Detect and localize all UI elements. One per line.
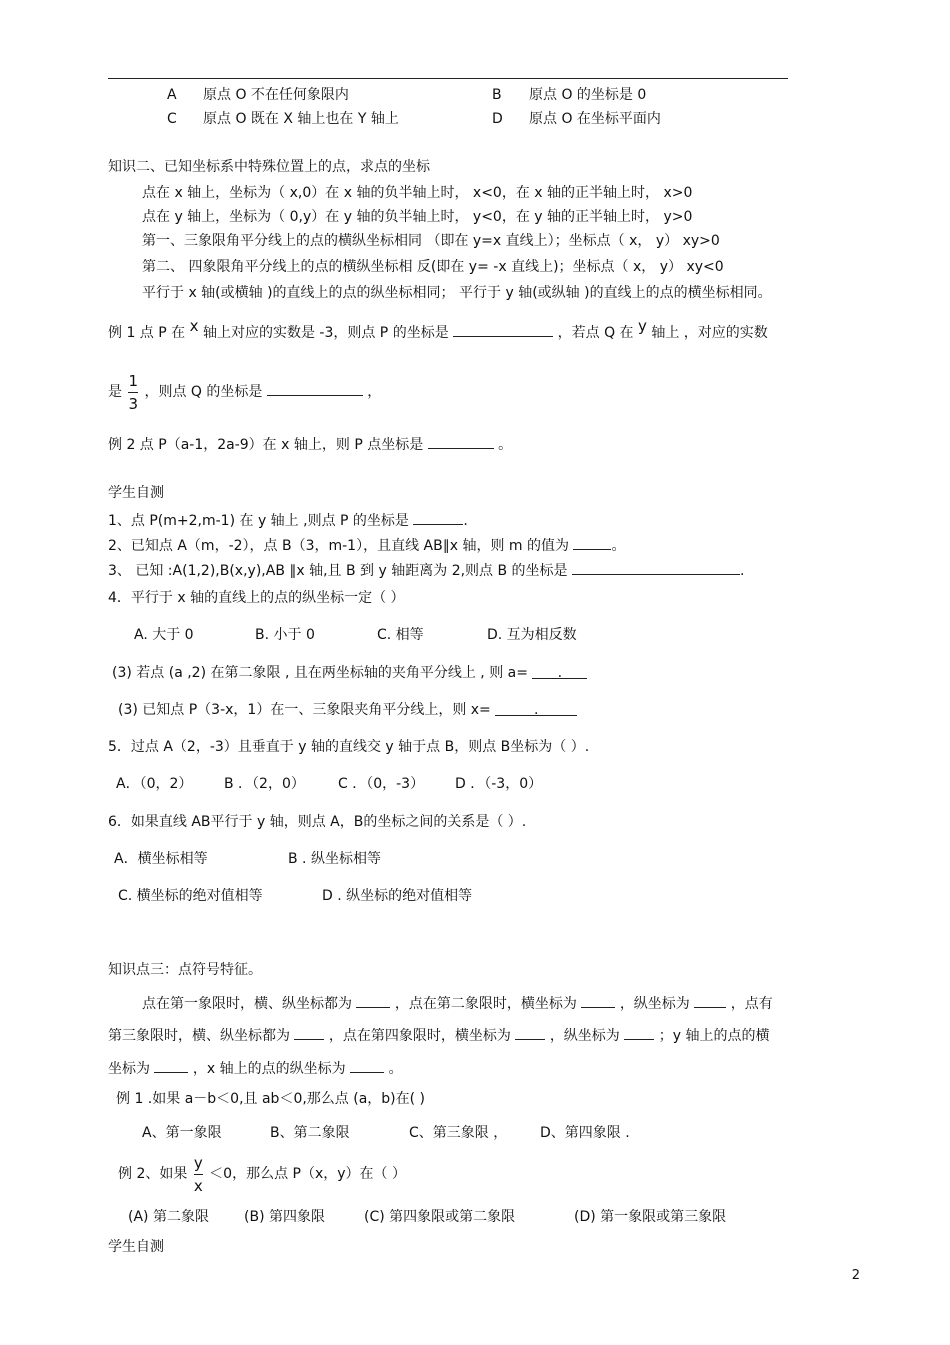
- question-1: 1、点 P(m+2,m-1) 在 y 轴上 ,则点 P 的坐标是 .: [108, 510, 468, 530]
- q4-option-a: A. 大于 0: [134, 627, 194, 643]
- self-test-title: 学生自测: [108, 485, 164, 501]
- answer-blank[interactable]: [573, 535, 611, 550]
- option-c-letter: C: [167, 111, 177, 127]
- q4-option-c: C. 相等: [377, 627, 424, 643]
- option-a-text: 原点 O 不在任何象限内: [203, 87, 349, 103]
- fraction-y-over-x: $\frac{y}{x}$: [193, 1153, 203, 1195]
- answer-blank[interactable]: [581, 993, 615, 1008]
- answer-blank[interactable]: [624, 1025, 654, 1040]
- ex-sign-option-a: A、第一象限: [142, 1125, 222, 1141]
- q6-option-d: D . 纵坐标的绝对值相等: [322, 888, 473, 904]
- option-a-letter: A: [167, 87, 177, 103]
- answer-blank[interactable]: [453, 322, 553, 337]
- question-5: 5．过点 A（2，-3）且垂直于 y 轴的直线交 y 轴于点 B，则点 B坐标为（ ）.: [108, 739, 590, 755]
- answer-blank[interactable]: [356, 993, 390, 1008]
- ex-ratio-option-c: (C) 第四象限或第二象限: [364, 1209, 516, 1225]
- k3-line-1: 点在第一象限时，横、纵坐标都为 ，点在第二象限时，横坐标为 ，纵坐标为 ，点有: [142, 993, 773, 1013]
- q5-option-c: C ．（0，-3）: [338, 776, 425, 792]
- question-3-bisector: (3) 若点 (a ,2) 在第二象限 , 且在两坐标轴的夹角平分线上 , 则 a= .: [112, 664, 587, 682]
- q5-option-d: D ．（-3，0）: [455, 776, 543, 792]
- k2-line-4: 第二、 四象限角平分线上的点的横纵坐标相 反(即在 y= -x 直线上)；坐标点（ x， y） xy<0: [142, 259, 724, 275]
- answer-blank[interactable]: .: [495, 701, 577, 716]
- answer-blank[interactable]: [294, 1025, 324, 1040]
- page-number: 2: [851, 1268, 860, 1283]
- x-symbol: x: [189, 317, 199, 335]
- k3-line-2: 第三象限时，横、纵坐标都为 ，点在第四象限时，横坐标为 ，纵坐标为 ；y 轴上的点的横: [108, 1025, 769, 1045]
- example-1-line-1: 例 1 点 P 在 x 轴上对应的实数是 -3，则点 P 的坐标是 ，若点 Q 在 y 轴上 ，对应的实数: [108, 317, 768, 341]
- q6-option-c: C. 横坐标的绝对值相等: [118, 888, 263, 904]
- answer-blank[interactable]: [413, 510, 463, 525]
- option-c-text: 原点 O 既在 X 轴上也在 Y 轴上: [203, 111, 399, 127]
- question-6: 6．如果直线 AB平行于 y 轴，则点 A，B的坐标之间的关系是（ ）.: [108, 814, 527, 830]
- answer-blank[interactable]: [154, 1058, 188, 1073]
- question-3: 3、 已知 :A(1,2),B(x,y),AB ∥x 轴,且 B 到 y 轴距离为 2,则点 B 的坐标是 .: [108, 560, 744, 580]
- example-1-sign: 例 1 .如果 a－b＜0,且 ab＜0,那么点 (a，b)在( ): [116, 1091, 426, 1107]
- answer-blank[interactable]: [428, 434, 494, 449]
- k2-line-2: 点在 y 轴上，坐标为（ 0,y）在 y 轴的负半轴上时， y<0，在 y 轴的正半轴上时， y>0: [142, 209, 693, 225]
- answer-blank[interactable]: [694, 993, 726, 1008]
- ex-ratio-option-b: (B) 第四象限: [244, 1209, 325, 1225]
- q4-option-d: D. 互为相反数: [487, 627, 577, 643]
- ex-sign-option-c: C、第三象限 ，: [409, 1125, 508, 1141]
- ex-sign-option-d: D、第四象限 .: [540, 1125, 630, 1141]
- answer-blank[interactable]: .: [532, 664, 587, 679]
- answer-blank[interactable]: [350, 1058, 384, 1073]
- k2-line-5: 平行于 x 轴(或横轴 )的直线上的点的纵坐标相同； 平行于 y 轴(或纵轴 )的直线上的点的横坐标相同。: [142, 285, 772, 301]
- fraction-one-third: $\frac{1}{3}$: [128, 371, 138, 413]
- q6-option-b: B . 纵坐标相等: [288, 851, 381, 867]
- self-test-title-2: 学生自测: [108, 1239, 164, 1255]
- question-3-point-p: (3) 已知点 P（3-x，1）在一、三象限夹角平分线上，则 x= .: [118, 701, 577, 719]
- section-title-k3: 知识点三：点符号特征。: [108, 962, 262, 978]
- y-symbol: y: [638, 317, 647, 335]
- section-title-k2: 知识二、已知坐标系中特殊位置上的点，求点的坐标: [108, 159, 430, 175]
- q6-option-a: A．横坐标相等: [114, 851, 208, 867]
- answer-blank[interactable]: [267, 381, 363, 396]
- q4-option-b: B. 小于 0: [255, 627, 315, 643]
- ex-ratio-option-a: (A) 第二象限: [128, 1209, 209, 1225]
- question-2: 2、已知点 A（m，-2），点 B（3，m-1），且直线 AB∥x 轴，则 m 的值为 。: [108, 535, 625, 555]
- example-2: 例 2 点 P（a-1，2a-9）在 x 轴上，则 P 点坐标是 。: [108, 434, 512, 454]
- example-1-line-2: 是 $\frac{1}{3}$ ，则点 Q 的坐标是 ，: [108, 371, 382, 413]
- ex-sign-option-b: B、第二象限: [270, 1125, 350, 1141]
- k3-line-3: 坐标为 ，x 轴上的点的纵坐标为 。: [108, 1058, 403, 1078]
- k2-line-3: 第一、三象限角平分线上的点的横纵坐标相同 （即在 y=x 直线上）；坐标点（ x， y） xy>0: [142, 233, 720, 249]
- option-d-text: 原点 O 在坐标平面内: [529, 111, 661, 127]
- q5-option-a: A．（0，2）: [116, 776, 193, 792]
- option-b-letter: B: [492, 87, 502, 103]
- top-rule: [108, 78, 788, 79]
- example-2-ratio: 例 2、如果 $\frac{y}{x}$ ＜0，那么点 P（x，y）在（ ）: [118, 1153, 406, 1195]
- answer-blank[interactable]: [572, 560, 740, 575]
- answer-blank[interactable]: [515, 1025, 545, 1040]
- q5-option-b: B ．（2，0）: [224, 776, 305, 792]
- option-d-letter: D: [492, 111, 503, 127]
- option-b-text: 原点 O 的坐标是 0: [529, 87, 647, 103]
- ex-ratio-option-d: (D) 第一象限或第三象限: [574, 1209, 727, 1225]
- question-4: 4．平行于 x 轴的直线上的点的纵坐标一定（ ）: [108, 590, 405, 606]
- k2-line-1: 点在 x 轴上，坐标为（ x,0）在 x 轴的负半轴上时， x<0，在 x 轴的正半轴上时， x>0: [142, 185, 693, 201]
